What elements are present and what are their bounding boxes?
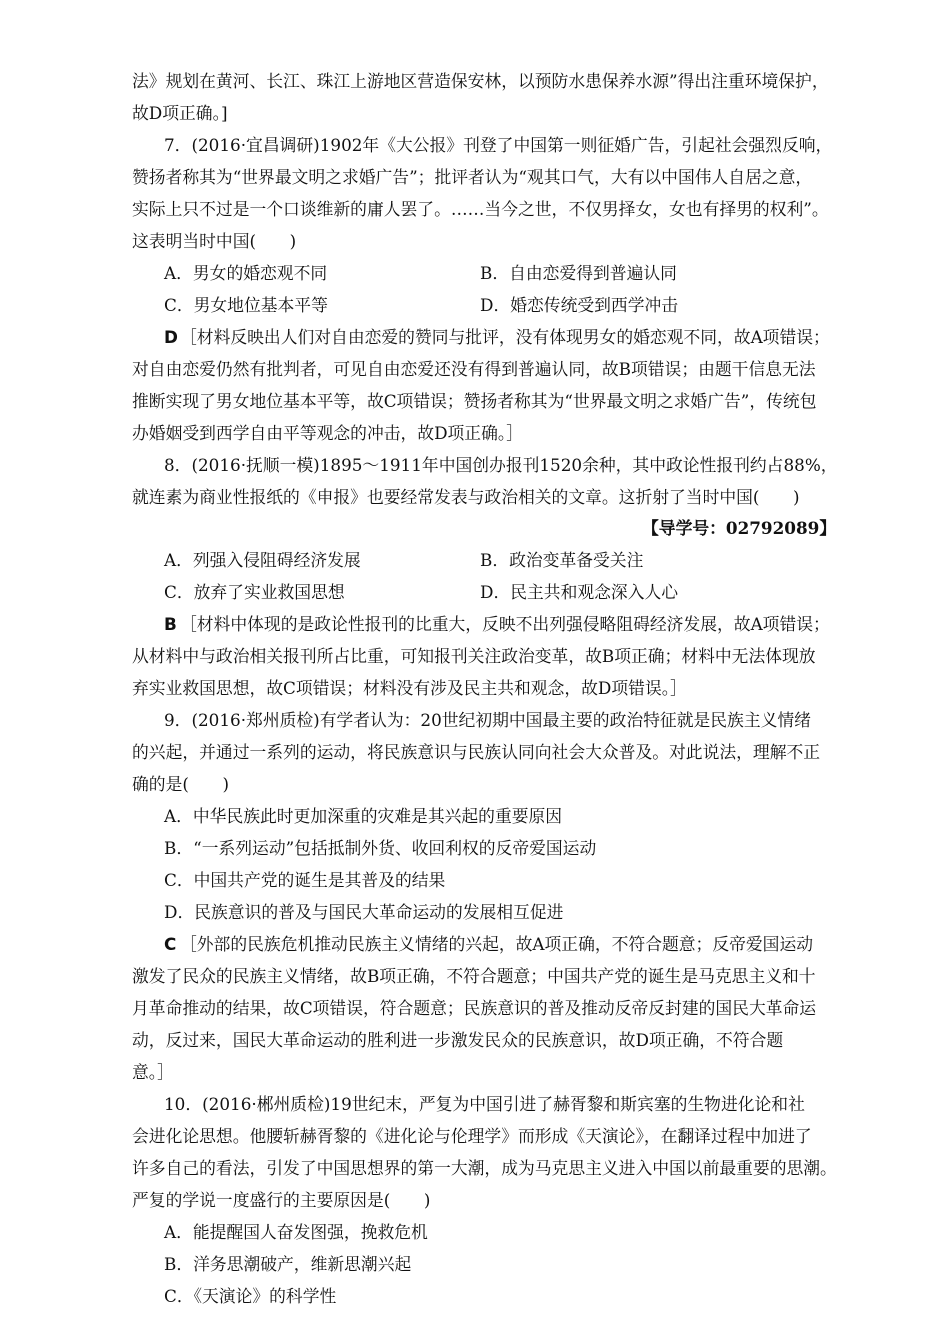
- text-line: 确的是( ): [132, 774, 230, 794]
- option-c: C．中国共产党的诞生是其普及的结果: [164, 870, 446, 890]
- question-8-stem: 8．(2016·抚顺一模)1895～1911年中国创办报刊1520余种，其中政论性报刊约占88%，: [164, 455, 838, 475]
- text-line: 这表明当时中国( ): [132, 231, 297, 251]
- option-b: B．“一系列运动”包括抵制外货、收回利权的反帝爱国运动: [164, 838, 597, 858]
- explanation: ［材料中体现的是政论性报刊的比重大，反映不出列强侵略阻碍经济发展，故A项错误；: [180, 614, 830, 634]
- option-d: D．民族意识的普及与国民大革命运动的发展相互促进: [164, 902, 564, 922]
- text-line: 激发了民众的民族主义情绪，故B项正确，不符合题意；中国共产党的诞生是马克思主义和十: [132, 966, 816, 986]
- text-line: 许多自己的看法，引发了中国思想界的第一大潮，成为马克思主义进入中国以前最重要的思潮。: [132, 1158, 837, 1178]
- text-line: 法》规划在黄河、长江、珠江上游地区营造保安林，以预防水患保养水源”得出注重环境保护，: [132, 71, 829, 91]
- explanation: ［外部的民族危机推动民族主义情绪的兴起，故A项正确，不符合题意；反帝爱国运动: [180, 934, 814, 954]
- option-a: A．中华民族此时更加深重的灾难是其兴起的重要原因: [164, 806, 563, 826]
- text-line: 对自由恋爱仍然有批判者，可见自由恋爱还没有得到普遍认同，故B项错误；由题干信息无法: [132, 359, 816, 379]
- question-7-stem: 7．(2016·宜昌调研)1902年《大公报》刊登了中国第一则征婚广告，引起社会强烈反响，: [164, 135, 833, 155]
- question-9-stem: 9．(2016·郑州质检)有学者认为：20世纪初期中国最主要的政治特征就是民族主义情绪: [164, 710, 811, 730]
- option-a: A．能提醒国人奋发图强，挽救危机: [164, 1222, 428, 1242]
- text-line: 赞扬者称其为“世界最文明之求婚广告”；批评者认为“观其口气，大有以中国伟人自居之意，: [132, 167, 813, 187]
- answer-letter: D: [164, 327, 178, 347]
- text-line: 月革命推动的结果，故C项错误，符合题意；民族意识的普及推动反帝反封建的国民大革命运: [132, 998, 817, 1018]
- option-b: B．自由恋爱得到普遍认同: [480, 263, 677, 283]
- text-line: 会进化论思想。他腰斩赫胥黎的《进化论与伦理学》而形成《天演论》，在翻译过程中加进了: [132, 1126, 812, 1146]
- option-c: C．放弃了实业救国思想: [164, 582, 345, 602]
- text-line: 实际上只不过是一个口谈维新的庸人罢了。……当今之世，不仅男择女，女也有择男的权利”。: [132, 199, 829, 219]
- option-a: A．男女的婚恋观不同: [164, 263, 328, 283]
- question-10-stem: 10．(2016·郴州质检)19世纪末，严复为中国引进了赫胥黎和斯宾塞的生物进化论和社: [164, 1094, 805, 1114]
- text-line: 推断实现了男女地位基本平等，故C项错误；赞扬者称其为“世界最文明之求婚广告”，传统包: [132, 391, 817, 411]
- option-c: C．男女地位基本平等: [164, 295, 328, 315]
- text-line: 故D项正确。]: [132, 103, 228, 123]
- answer-letter: C: [164, 934, 177, 954]
- option-b: B．洋务思潮破产，维新思潮兴起: [164, 1254, 412, 1274]
- option-c: C．《天演论》的科学性: [164, 1286, 337, 1306]
- text-line: 从材料中与政治相关报刊所占比重，可知报刊关注政治变革，故B项正确；材料中无法体现放: [132, 646, 816, 666]
- text-line: 意。］: [132, 1062, 174, 1082]
- text-line: 动，反过来，国民大革命运动的胜利进一步激发民众的民族意识，故D项正确，不符合题: [132, 1030, 784, 1050]
- option-b: B．政治变革备受关注: [480, 550, 644, 570]
- text-line: 办婚姻受到西学自由平等观念的冲击，故D项正确。］: [132, 423, 524, 443]
- explanation: ［材料反映出人们对自由恋爱的赞同与批评，没有体现男女的婚恋观不同，故A项错误；: [180, 327, 830, 347]
- text-line: 就连素为商业性报纸的《申报》也要经常发表与政治相关的文章。这折射了当时中国( ): [132, 487, 800, 507]
- guide-number: 【导学号：02792089】: [642, 518, 837, 538]
- answer-letter: B: [164, 614, 177, 634]
- text-line: 严复的学说一度盛行的主要原因是( ): [132, 1190, 431, 1210]
- option-a: A．列强入侵阻碍经济发展: [164, 550, 361, 570]
- option-d: D．婚恋传统受到西学冲击: [480, 295, 679, 315]
- option-d: D．民主共和观念深入人心: [480, 582, 679, 602]
- text-line: 弃实业救国思想，故C项错误；材料没有涉及民主共和观念，故D项错误。］: [132, 678, 687, 698]
- text-line: 的兴起，并通过一系列的运动，将民族意识与民族认同向社会大众普及。对此说法，理解不正: [132, 742, 821, 762]
